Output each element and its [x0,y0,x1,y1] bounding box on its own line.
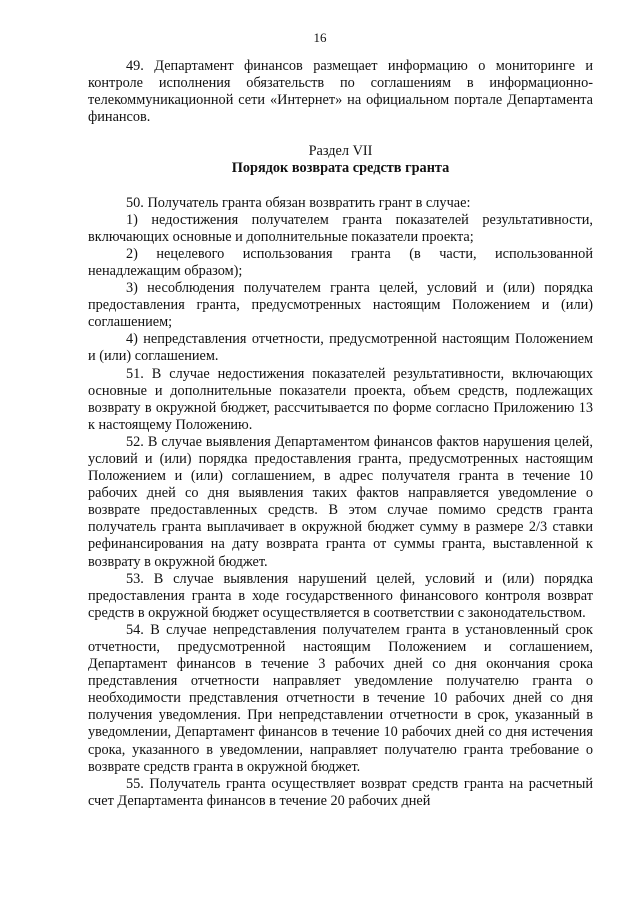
document-body [88,58,593,810]
page-number: 16 [313,30,327,45]
spacer [88,126,593,143]
spacer [88,178,593,195]
paragraph-55: 55. Получатель гранта осуществляет возврат средств гранта на расчетный счет Департамента финансов в течение 20 рабочих дней [88,775,593,809]
paragraph-50-item-4: 4) непредставления отчетности, предусмотренной настоящим Положением и (или) соглашением. [88,331,593,365]
section-title: Порядок возврата средств гранта [231,160,450,177]
section-label: Раздел VII [308,143,373,160]
paragraph-54: 54. В случае непредставления получателем гранта в установленный срок отчетности, предусмотренной настоящим Положением и соглашением, Департамент финансов в течение 3 рабочих дней со дня окончания срока представления отчетности направляет уведомление получателю гранта о необходимости представления отчетности в течение 10 рабочих дней со дня получения уведомления. При непредставлении отчетности в срок, указанный в уведомлении, Департамент финансов в течение 10 рабочих дней со дня истечения срока, указанного в уведомлении, направляет получателю гранта требование о возврате средств гранта в окружной бюджет. [88,621,593,775]
paragraph-50-item-2: 2) нецелевого использования гранта (в части, использованной ненадлежащим образом); [88,245,593,279]
paragraph-50: 50. Получатель гранта обязан возвратить грант в случае: [126,194,471,211]
paragraph-50-item-3: 3) несоблюдения получателем гранта целей, условий и (или) порядка предоставления гранта, предусмотренных настоящим Положением и (или) соглашением; [88,280,593,331]
paragraph-51: 51. В случае недостижения показателей результативности, включающих основные и дополнительные показатели проекта, объем средств, подлежащих возврату в окружной бюджет, рассчитывается по форме согласно Приложению 13 к настоящему Положению. [88,365,593,433]
paragraph-49: 49. Департамент финансов размещает информацию о мониторинге и контроле исполнения обязательств по соглашениям в информационно-телекоммуникационной сети «Интернет» на официальном портале Департамента финансов. [88,58,593,126]
paragraph-53: 53. В случае выявления нарушений целей, условий и (или) порядка предоставления гранта в ходе государственного финансового контроля возврат средств в окружной бюджет осуществляется в соответствии с законодательством. [88,570,593,621]
paragraph-52: 52. В случае выявления Департаментом финансов фактов нарушения целей, условий и (или) порядка предоставления гранта, предусмотренных настоящим Положением и (или) соглашением, в адрес получателя гранта в течение 10 рабочих дней со дня выявления таких фактов направляется уведомление о возврате предоставленных средств. В этом случае помимо средств гранта получатель гранта выплачивает в окружной бюджет сумму в размере 2/3 ставки рефинансирования на дату возврата гранта от суммы гранта, выставленной к возврату в окружной бюджет. [88,433,593,570]
paragraph-50-item-1: 1) недостижения получателем гранта показателей результативности, включающих основные и дополнительные показатели проекта; [88,211,593,245]
